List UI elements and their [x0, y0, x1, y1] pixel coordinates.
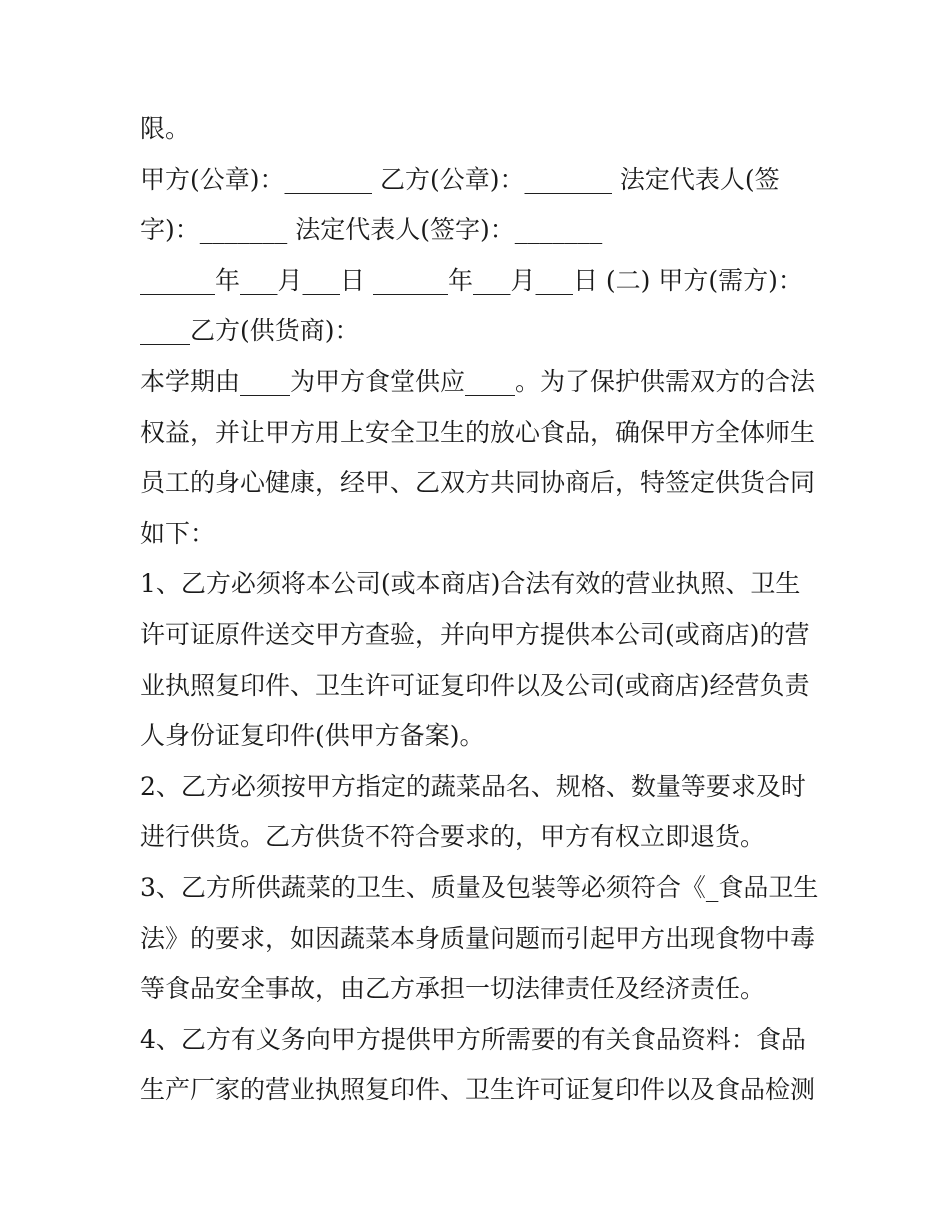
text-line: 员工的身心健康，经甲、乙双方共同协商后，特签定供货合同	[140, 468, 816, 498]
text-line: ____乙方(供货商)：	[140, 316, 360, 346]
text-line: 1、乙方必须将本公司(或本商店)合法有效的营业执照、卫生	[140, 569, 801, 599]
text-line: 进行供货。乙方供货不符合要求的，甲方有权立即退货。	[140, 822, 766, 852]
text-line: 法》的要求，如因蔬菜本身质量问题而引起甲方出现食物中毒	[140, 923, 816, 953]
text-line: 本学期由____为甲方食堂供应____。为了保护供需双方的合法	[140, 366, 816, 396]
contract-text	[140, 104, 820, 1116]
text-line: 生产厂家的营业执照复印件、卫生许可证复印件以及食品检测	[140, 1075, 816, 1105]
text-line: ______年___月___日 ______年___月___日 (二) 甲方(需方)：	[140, 265, 803, 295]
text-line: 甲方(公章)：_______ 乙方(公章)：_______ 法定代表人(签	[140, 164, 780, 194]
text-line: 如下：	[140, 518, 216, 548]
text-line: 业执照复印件、卫生许可证复印件以及公司(或商店)经营负责	[140, 670, 810, 700]
text-line: 等食品安全事故，由乙方承担一切法律责任及经济责任。	[140, 974, 766, 1004]
text-line: 字)：_______ 法定代表人(签字)：_______	[140, 215, 603, 245]
text-line: 人身份证复印件(供甲方备案)。	[140, 721, 485, 751]
text-line: 许可证原件送交甲方查验，并向甲方提供本公司(或商店)的营	[140, 619, 810, 649]
text-line: 2、乙方必须按甲方指定的蔬菜品名、规格、数量等要求及时	[140, 771, 806, 801]
text-line: 限。	[140, 114, 191, 143]
text-line: 权益，并让甲方用上安全卫生的放心食品，确保甲方全体师生	[140, 417, 816, 447]
text-line: 3、乙方所供蔬菜的卫生、质量及包装等必须符合《_食品卫生	[140, 872, 819, 902]
text-line: 4、乙方有义务向甲方提供甲方所需要的有关食品资料：食品	[140, 1024, 806, 1054]
